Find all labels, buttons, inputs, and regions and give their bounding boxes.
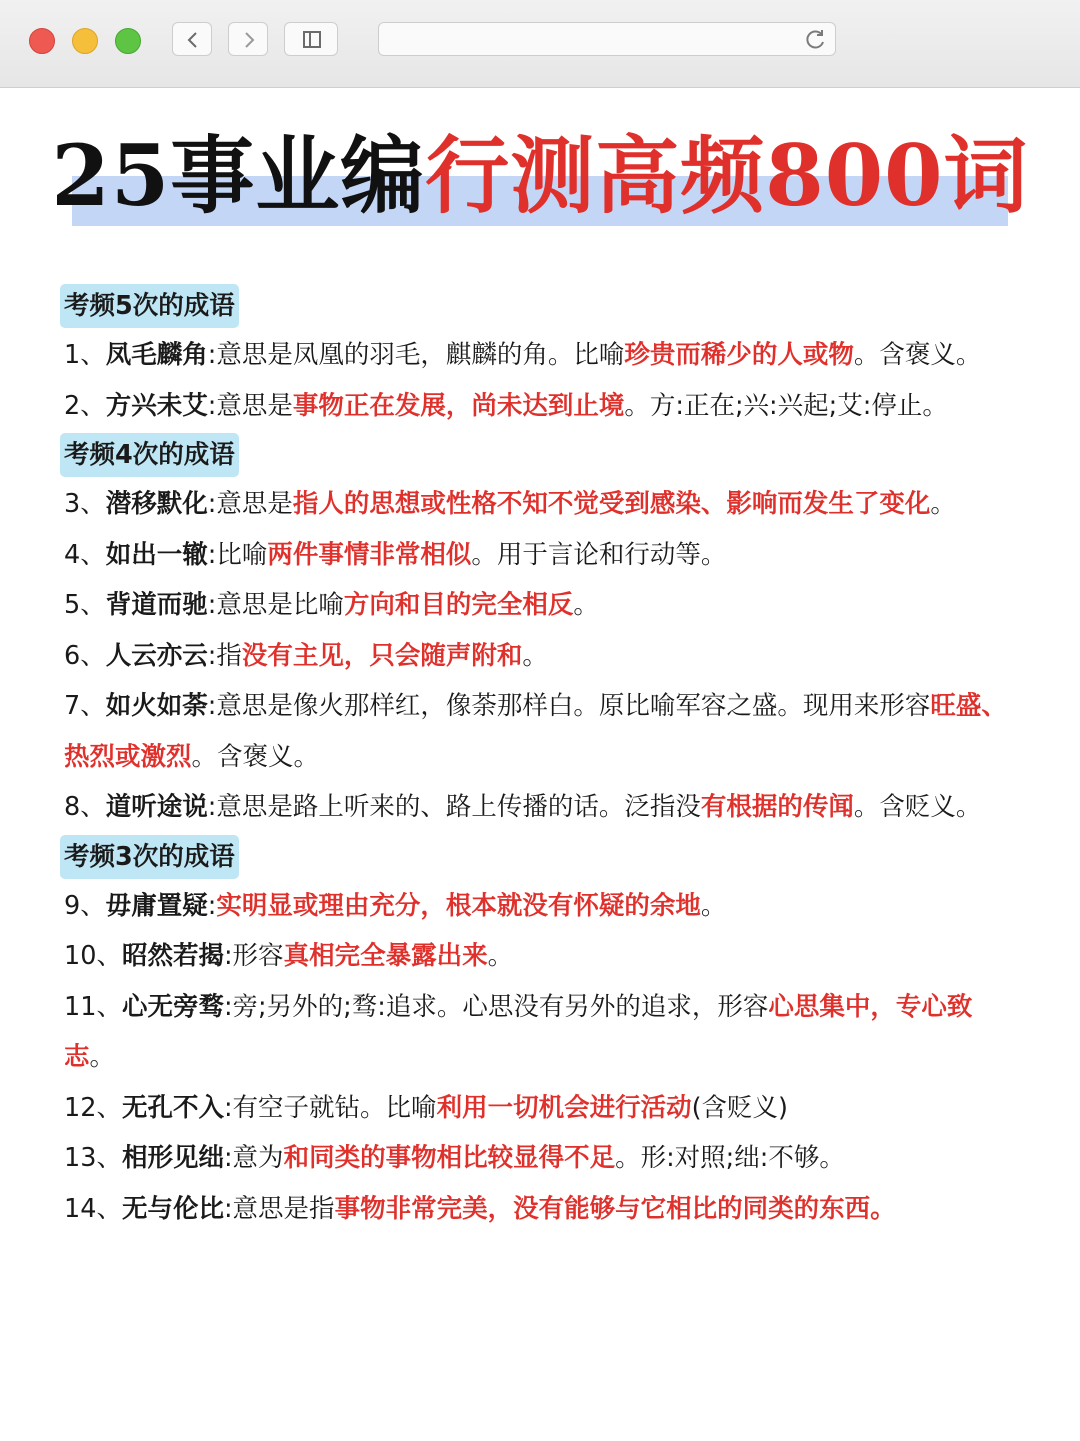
section-header — [64, 282, 1014, 330]
item-number: 6、 — [64, 640, 106, 671]
definition-text: 。含褒义。 — [191, 741, 320, 772]
section-label: 考频4次的成语 — [60, 433, 239, 477]
highlight-text: 珍贵而稀少的人或物 — [624, 340, 854, 370]
item-number: 12、 — [64, 1092, 122, 1123]
item-number: 14、 — [64, 1193, 122, 1224]
definition-text: 。含贬义。 — [853, 792, 982, 822]
section-label: 考频3次的成语 — [60, 835, 239, 879]
definition-text: 。方:正在;兴:兴起;艾:停止。 — [624, 390, 948, 421]
browser-toolbar — [0, 0, 1080, 88]
definition-text: 。 — [522, 640, 548, 671]
forward-button[interactable] — [228, 22, 268, 56]
definition-text: :意思是 — [207, 489, 293, 519]
page-title-block — [0, 118, 1080, 238]
idiom-item — [64, 479, 1014, 530]
item-number: 5、 — [64, 590, 106, 620]
item-number: 11、 — [64, 991, 122, 1022]
definition-text: (含贬义) — [691, 1092, 788, 1123]
highlight-text: 事物非常完美，没有能够与它相比的同类的东西。 — [334, 1193, 896, 1224]
idiom-item — [64, 681, 1014, 782]
close-window-button[interactable] — [29, 28, 55, 54]
definition-text: 。含褒义。 — [853, 340, 982, 370]
highlight-text: 真相完全暴露出来 — [283, 941, 488, 971]
item-number: 2、 — [64, 390, 106, 421]
idiom-item — [64, 580, 1014, 631]
page-title — [0, 118, 1080, 234]
highlight-text: 有根据的传闻 — [700, 792, 854, 822]
definition-text: :比喻 — [207, 539, 268, 570]
definition-text: :意思是像火那样红，像荼那样白。原比喻军容之盛。现用来形容 — [207, 691, 931, 721]
item-number: 1、 — [64, 340, 106, 370]
idiom-item — [64, 381, 1014, 432]
highlight-text: 没有主见，只会随声附和 — [241, 640, 523, 671]
definition-text: :意思是路上听来的、路上传播的话。泛指没 — [207, 792, 701, 822]
definition-text: :意为 — [223, 1143, 284, 1173]
section-header — [64, 833, 1014, 881]
highlight-text: 两件事情非常相似 — [267, 539, 472, 570]
item-number: 3、 — [64, 489, 106, 519]
idiom-item — [64, 1184, 1014, 1235]
definition-text: 。形:对照;绌:不够。 — [615, 1143, 845, 1173]
highlight-text: 和同类的事物相比较显得不足 — [283, 1143, 616, 1173]
definition-text: :意思是凤凰的羽毛，麒麟的角。比喻 — [207, 340, 625, 370]
idiom-term: 无与伦比 — [121, 1193, 224, 1224]
highlight-text: 指人的思想或性格不知不觉受到感染、影响而发生了变化 — [292, 489, 931, 519]
definition-text: :形容 — [223, 941, 284, 971]
idiom-item — [64, 782, 1014, 833]
idiom-term: 相形见绌 — [121, 1143, 224, 1173]
definition-text: 。用于言论和行动等。 — [471, 539, 727, 570]
highlight-text: 事物正在发展，尚未达到止境 — [292, 390, 625, 421]
title-part-black: 25事业编 — [51, 126, 426, 225]
address-bar[interactable] — [378, 22, 836, 56]
idiom-item — [64, 330, 1014, 381]
idiom-item — [64, 530, 1014, 581]
definition-text: :意思是指 — [223, 1193, 335, 1224]
highlight-text: 方向和目的完全相反 — [343, 590, 574, 620]
definition-text: 。 — [930, 489, 956, 519]
title-part-red: 行测高频800词 — [425, 126, 1029, 225]
section-header — [64, 431, 1014, 479]
definition-text: :意思是 — [207, 390, 293, 421]
idiom-item — [64, 931, 1014, 982]
idiom-term: 凤毛麟角 — [105, 340, 208, 370]
definition-text: :有空子就钻。比喻 — [223, 1092, 437, 1123]
idiom-term: 毋庸置疑 — [105, 890, 208, 921]
idiom-item — [64, 982, 1014, 1083]
back-button[interactable] — [172, 22, 212, 56]
item-number: 10、 — [64, 941, 122, 971]
definition-text: 。 — [487, 941, 514, 971]
idiom-term: 昭然若揭 — [121, 941, 224, 971]
item-number: 4、 — [64, 539, 106, 570]
idiom-item — [64, 631, 1014, 682]
idiom-term: 人云亦云 — [105, 640, 208, 671]
idiom-term: 无孔不入 — [121, 1092, 224, 1123]
idiom-item — [64, 1133, 1014, 1184]
idiom-term: 方兴未艾 — [105, 390, 208, 421]
idiom-term: 道听途说 — [105, 792, 208, 822]
definition-text: 。 — [89, 1042, 116, 1072]
definition-text: :意思是比喻 — [207, 590, 344, 620]
definition-text: :指 — [207, 640, 242, 671]
minimize-window-button[interactable] — [72, 28, 98, 54]
definition-text: : — [207, 890, 217, 921]
definition-text: :旁;另外的;骛:追求。心思没有另外的追求，形容 — [223, 991, 769, 1022]
idiom-term: 如出一辙 — [105, 539, 208, 570]
definition-text: 。 — [700, 890, 727, 921]
item-number: 13、 — [64, 1143, 122, 1173]
item-number: 7、 — [64, 691, 106, 721]
chevron-left-icon — [173, 23, 213, 57]
idiom-item — [64, 881, 1014, 932]
item-number: 9、 — [64, 890, 106, 921]
sidebar-button[interactable] — [284, 22, 338, 56]
section-label: 考频5次的成语 — [60, 284, 239, 328]
sidebar-icon — [285, 23, 339, 57]
chevron-right-icon — [229, 23, 269, 57]
idiom-term: 背道而驰 — [105, 590, 208, 620]
zoom-window-button[interactable] — [115, 28, 141, 54]
highlight-text: 实明显或理由充分，根本就没有怀疑的余地 — [216, 890, 701, 921]
item-number: 8、 — [64, 792, 106, 822]
highlight-text: 心思集中，专心致志 — [64, 991, 973, 1072]
highlight-text: 利用一切机会进行活动 — [436, 1092, 692, 1123]
idiom-term: 如火如荼 — [105, 691, 208, 721]
idiom-list — [64, 282, 1014, 1234]
idiom-item — [64, 1083, 1014, 1134]
idiom-term: 潜移默化 — [105, 489, 208, 519]
reload-icon[interactable] — [803, 26, 829, 52]
highlight-text: 旺盛、热烈或激烈 — [64, 691, 1007, 772]
definition-text: 。 — [573, 590, 599, 620]
idiom-term: 心无旁骛 — [121, 991, 224, 1022]
